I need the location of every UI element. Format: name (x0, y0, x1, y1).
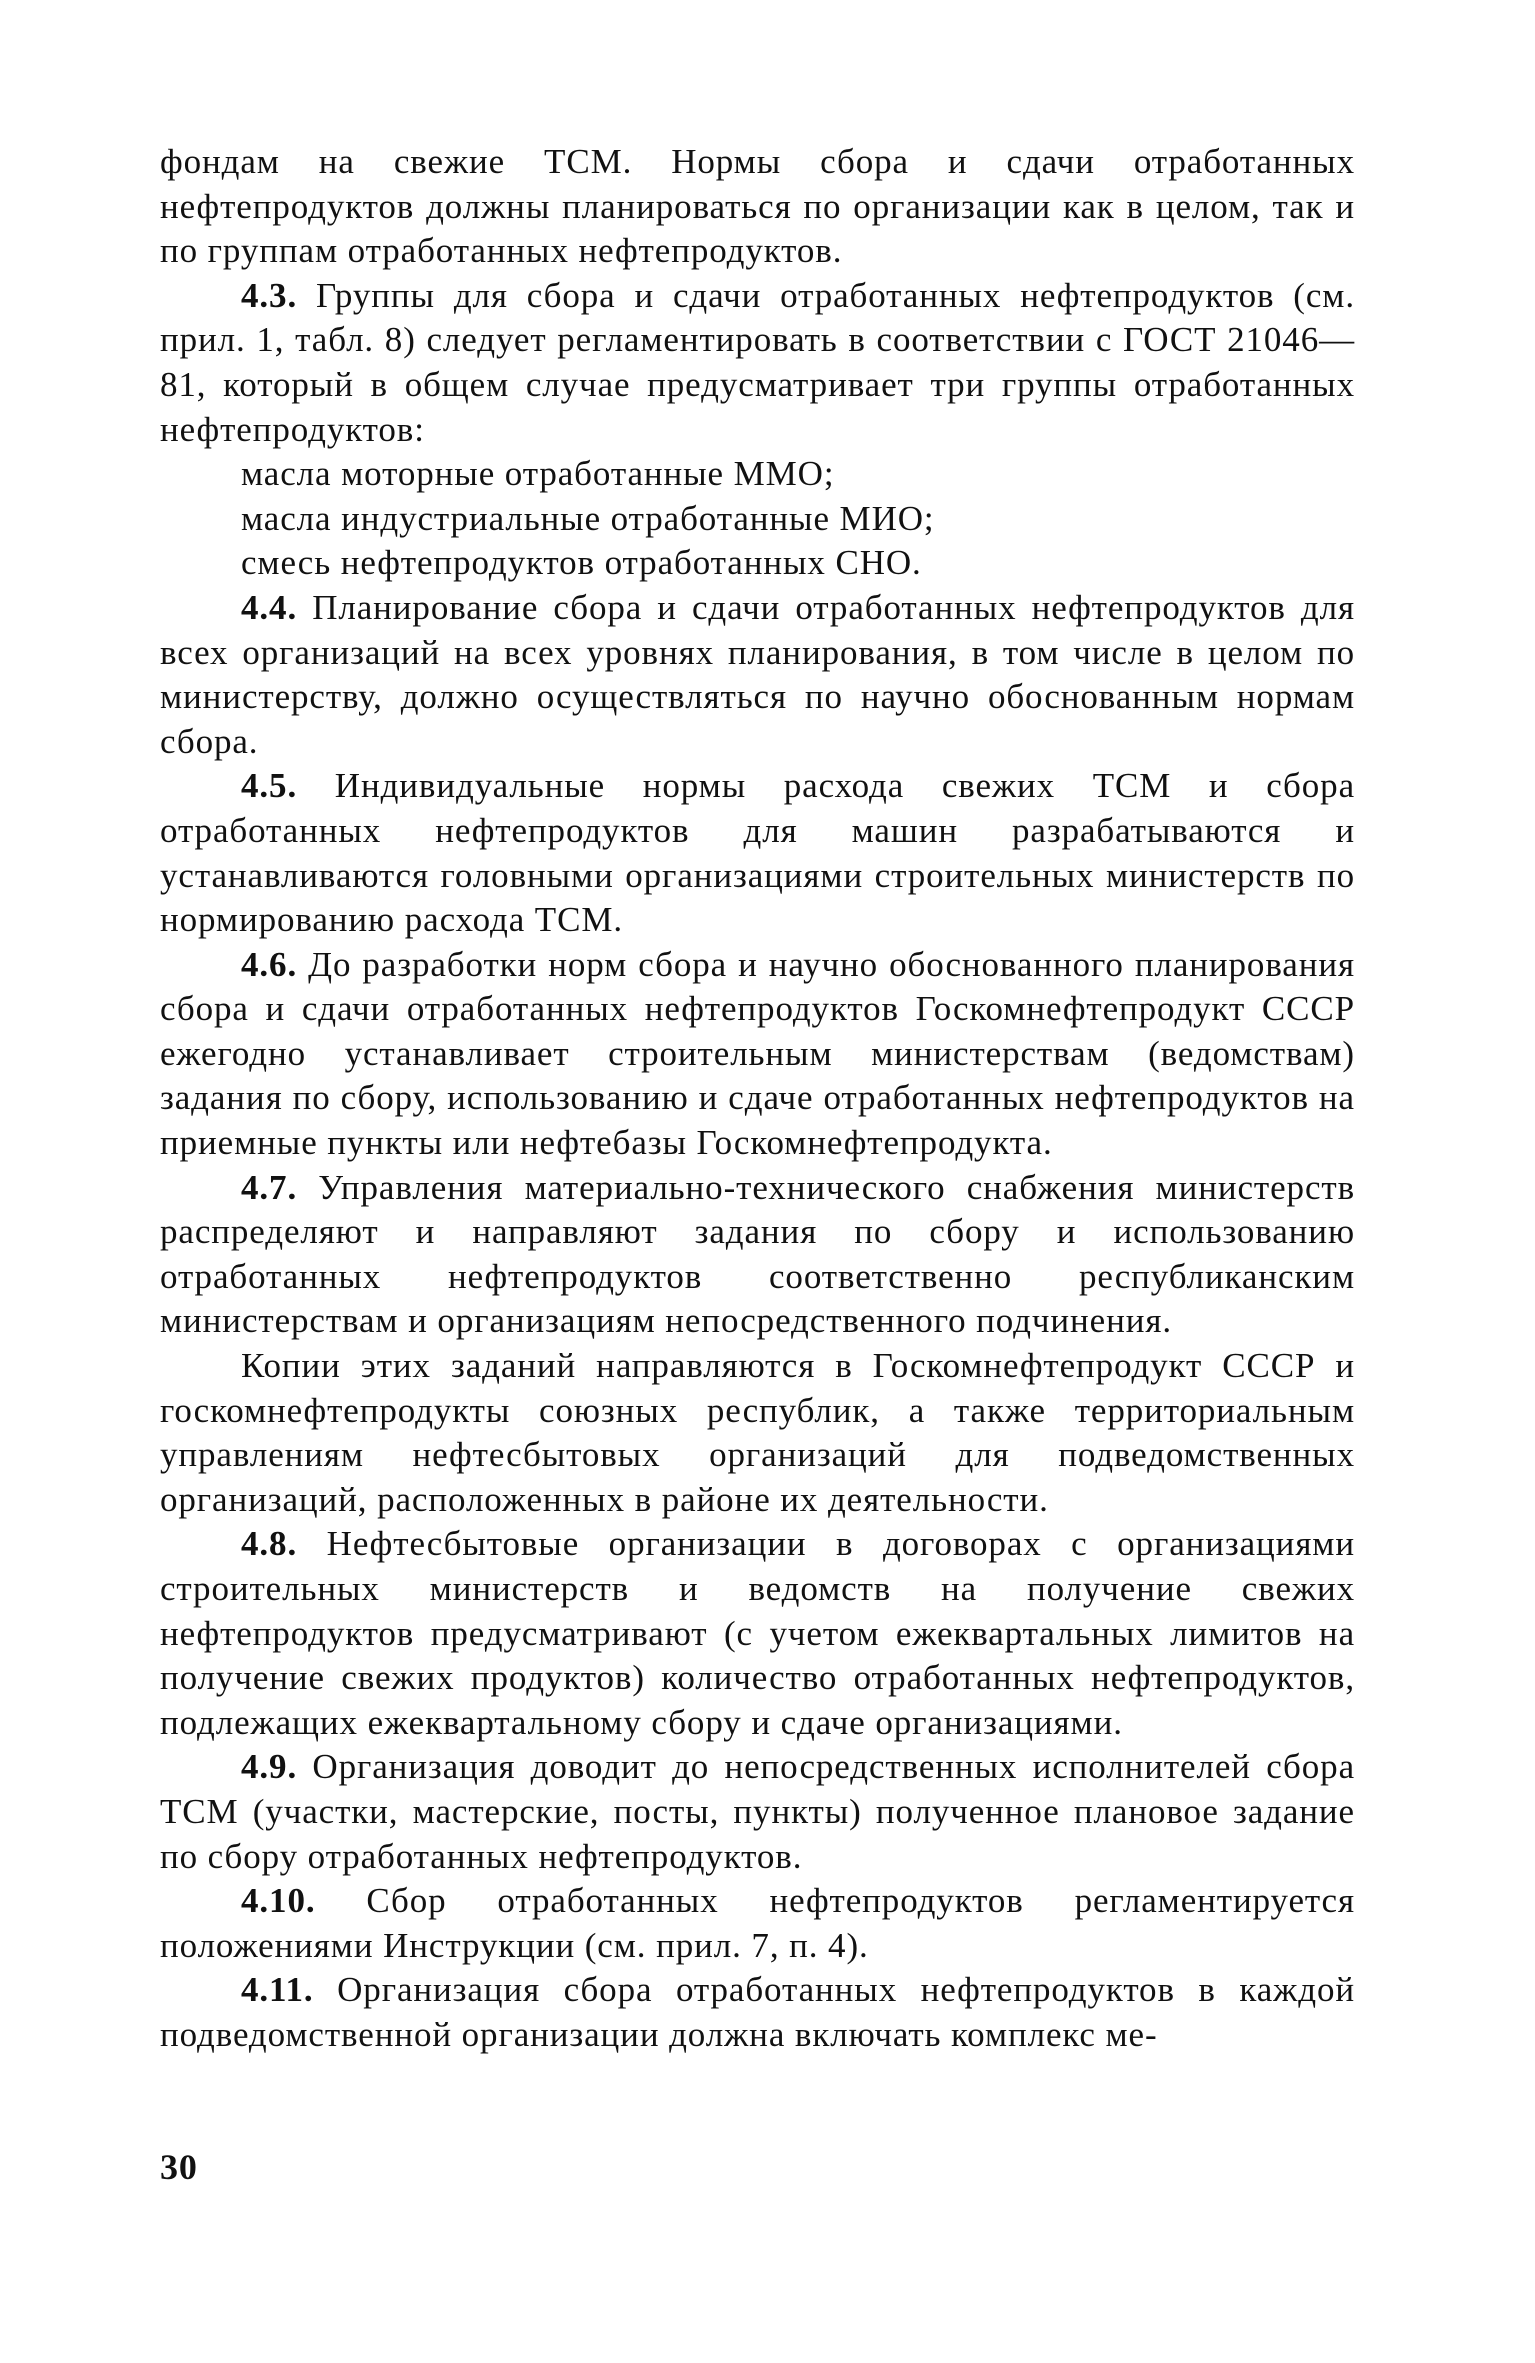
list-item-text: масла индустриальные отработанные МИО; (241, 498, 935, 538)
clause-4-5 (160, 764, 1355, 942)
clause-number: 4.3. (241, 275, 298, 315)
list-item-text: масла моторные отработанные ММО; (241, 454, 835, 494)
clause-number: 4.9. (241, 1747, 298, 1787)
clause-text: До разработки норм сбора и научно обоснованного планирования сбора и сдачи отработанных нефтепродуктов Госкомнефтепродукт СССР ежегодно устанавливает строительным министерствам (ведомствам) задания по сбору, использованию и сдаче отработанных нефтепродуктов на приемные пункты или нефтебазы Госкомнефтепродукта. (160, 944, 1355, 1163)
clause-text: Группы для сбора и сдачи отработанных нефтепродуктов (см. прил. 1, табл. 8) следует регламентировать в соответствии с ГОСТ 21046—81, который в общем случае предусматривает три группы отработанных нефтепродуктов: (160, 275, 1355, 449)
paragraph-continuation (160, 140, 1355, 274)
clause-4-10 (160, 1879, 1355, 1968)
clause-4-7 (160, 1166, 1355, 1344)
clause-4-11 (160, 1968, 1355, 2057)
clause-4-8 (160, 1522, 1355, 1745)
clause-4-4 (160, 586, 1355, 764)
list-item-mio (160, 497, 1355, 542)
page-number: 30 (160, 2147, 198, 2187)
clause-number: 4.5. (241, 766, 298, 806)
clause-number: 4.8. (241, 1524, 298, 1564)
list-item-sno (160, 541, 1355, 586)
clause-number: 4.6. (241, 944, 298, 984)
document-body (160, 140, 1355, 2058)
clause-number: 4.10. (241, 1881, 316, 1921)
document-page (160, 140, 1355, 2320)
clause-4-6 (160, 943, 1355, 1166)
clause-text: Сбор отработанных нефтепродуктов регламентируется положениями Инструкции (см. прил. 7, п. 4). (160, 1881, 1355, 1965)
list-item-text: смесь нефтепродуктов отработанных СНО. (241, 543, 922, 583)
paragraph-copies (160, 1344, 1355, 1522)
clause-text: Управления материально-технического снабжения министерств распределяют и направляют задания по сбору и использованию отработанных нефтепродуктов соответственно республиканским министерствам и организациям непосредственного подчинения. (160, 1167, 1355, 1341)
clause-text: Планирование сбора и сдачи отработанных нефтепродуктов для всех организаций на всех уровнях планирования, в том числе в целом по министерству, должно осуществляться по научно обоснованным нормам сбора. (160, 587, 1355, 761)
clause-text: Организация доводит до непосредственных исполнителей сбора ТСМ (участки, мастерские, посты, пункты) полученное плановое задание по сбору отработанных нефтепродуктов. (160, 1747, 1355, 1876)
paragraph-text: фондам на свежие ТСМ. Нормы сбора и сдачи отработанных нефтепродуктов должны планироваться по организации как в целом, так и по группам отработанных нефтепродуктов. (160, 142, 1355, 271)
clause-number: 4.4. (241, 587, 298, 627)
clause-text: Нефтесбытовые организации в договорах с организациями строительных министерств и ведомств на получение свежих нефтепродуктов предусматривают (с учетом ежеквартальных лимитов на получение свежих продуктов) количество отработанных нефтепродуктов, подлежащих ежеквартальному сбору и сдаче организациями. (160, 1524, 1355, 1742)
list-item-mmo (160, 452, 1355, 497)
clause-4-9 (160, 1745, 1355, 1879)
clause-4-3 (160, 274, 1355, 452)
clause-number: 4.11. (241, 1970, 314, 2010)
paragraph-text: Копии этих заданий направляются в Госкомнефтепродукт СССР и госкомнефтепродукты союзных республик, а также территориальным управлениям нефтесбытовых организаций для подведомственных организаций, расположенных в районе их деятельности. (160, 1346, 1355, 1519)
clause-text: Организация сбора отработанных нефтепродуктов в каждой подведомственной организации должна включать комплекс ме- (160, 1970, 1356, 2054)
clause-number: 4.7. (241, 1167, 298, 1207)
clause-text: Индивидуальные нормы расхода свежих ТСМ и сбора отработанных нефтепродуктов для машин разрабатываются и устанавливаются головными организациями строительных министерств по нормированию расхода ТСМ. (160, 766, 1356, 940)
